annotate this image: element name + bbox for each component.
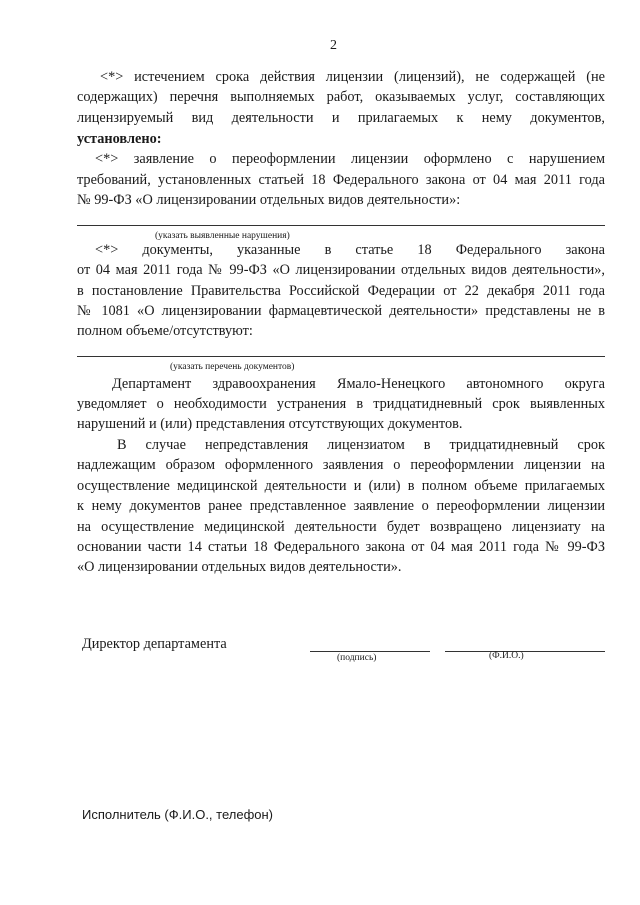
text-line: содержащих) перечня выполняемых работ, оказываемых услуг, составляющих: [77, 89, 605, 105]
text-line: на осуществление медицинской деятельности будет возвращено лицензиату на: [77, 519, 605, 535]
text-line: уведомляет о необходимости устранения в тридцатидневный срок выявленных: [77, 396, 605, 412]
text-line: <*> документы, указанные в статье 18 Федерального закона: [95, 242, 605, 258]
director-title: Директор департамента: [82, 636, 227, 652]
documents-hint: (указать перечень документов): [170, 362, 295, 372]
text-line: осуществление медицинской деятельности и (или) в полном объеме прилагаемых: [77, 478, 605, 494]
text-line: нарушений и (или) представления отсутствующих документов.: [77, 416, 463, 432]
text-line: лицензируемый вид деятельности и прилагаемых к нему документов,: [77, 110, 605, 126]
text-line: в постановление Правительства Российской Федерации от 22 декабря 2011 года: [77, 283, 605, 299]
text-line: «О лицензировании отдельных видов деятельности».: [77, 559, 402, 575]
violations-fill-line: [77, 225, 605, 226]
text-line: основании части 14 статьи 18 Федерального закона от 04 мая 2011 года № 99-ФЗ: [77, 539, 605, 555]
text-line: № 1081 «О лицензировании фармацевтической деятельности» представлены не в: [77, 303, 605, 319]
name-hint: (Ф.И.О.): [489, 651, 524, 661]
text-line: <*> истечением срока действия лицензии (лицензий), не содержащей (не: [100, 69, 605, 85]
text-line: В случае непредставления лицензиатом в тридцатидневный срок: [117, 437, 605, 453]
executor-label: Исполнитель (Ф.И.О., телефон): [82, 807, 274, 822]
text-line: Департамент здравоохранения Ямало-Ненецкого автономного округа: [112, 376, 605, 392]
violations-hint: (указать выявленные нарушения): [155, 231, 290, 241]
signature-hint: (подпись): [337, 653, 377, 663]
text-line: от 04 мая 2011 года № 99-ФЗ «О лицензировании отдельных видов деятельности»,: [77, 262, 605, 278]
text-line: к нему документов ранее представленное заявление о переоформлении лицензии: [77, 498, 605, 514]
text-line: <*> заявление о переоформлении лицензии оформлено с нарушением: [95, 151, 605, 167]
established-heading: установлено:: [77, 131, 162, 147]
text-line: надлежащим образом оформленного заявления о переоформлении лицензии на: [77, 457, 605, 473]
text-line: полном объеме/отсутствуют:: [77, 323, 253, 339]
name-line: [445, 651, 605, 652]
page-number: 2: [330, 38, 337, 53]
documents-fill-line: [77, 356, 605, 357]
text-line: требований, установленных статьей 18 Федерального закона от 04 мая 2011 года: [77, 172, 605, 188]
text-line: № 99-ФЗ «О лицензировании отдельных видов деятельности»:: [77, 192, 461, 208]
